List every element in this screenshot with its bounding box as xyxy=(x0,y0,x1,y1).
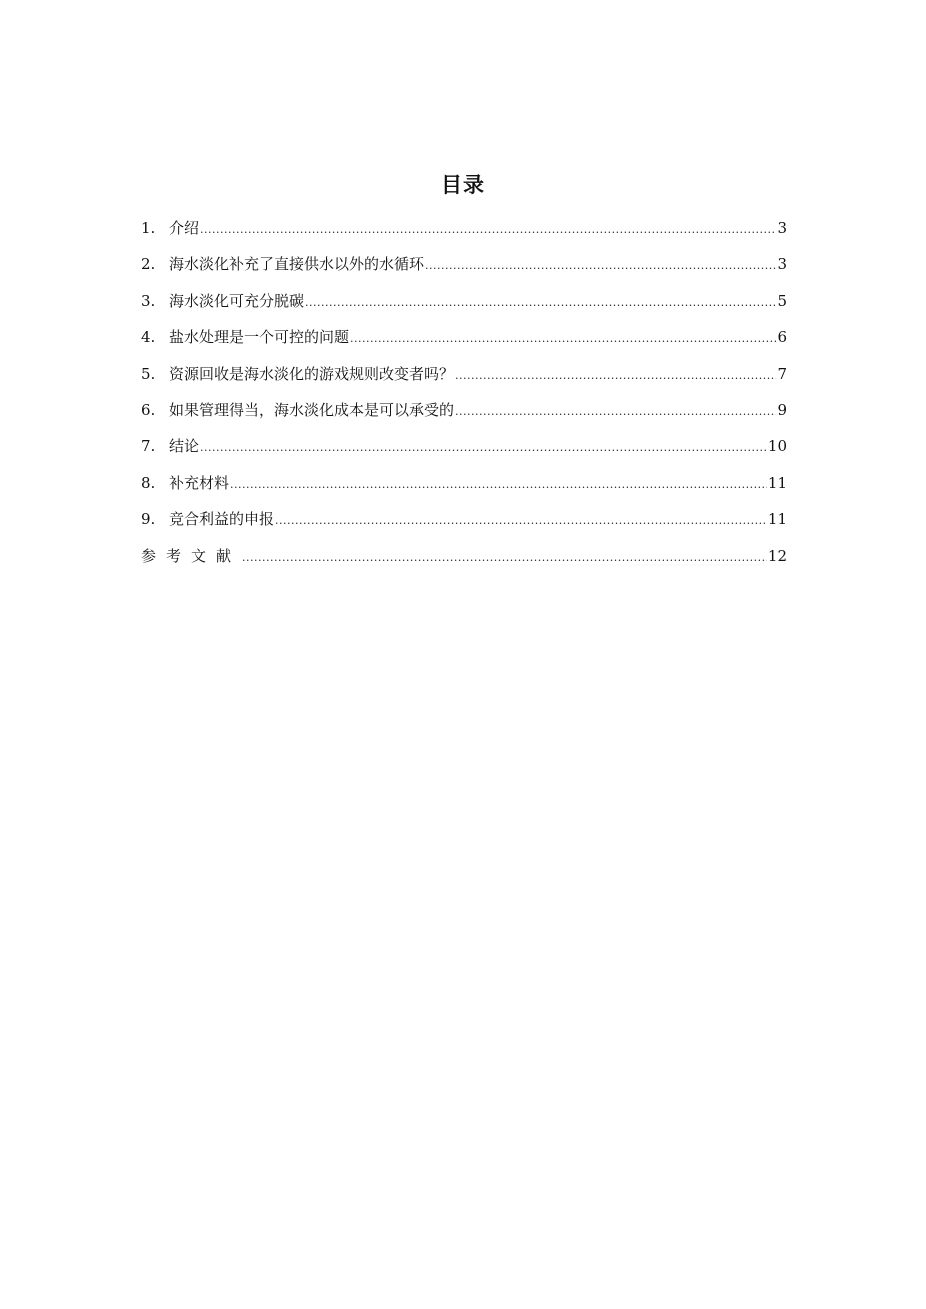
toc-entry-page: 7 xyxy=(777,364,787,383)
toc-dot-leader xyxy=(350,325,776,353)
toc-entry-title: 补充材料 xyxy=(169,473,230,492)
toc-entry[interactable] xyxy=(141,250,787,286)
toc-entry-title: 盐水处理是一个可控的问题 xyxy=(169,328,350,347)
toc-entry-title: 介绍 xyxy=(169,219,200,237)
toc-entry-number: 2. xyxy=(141,255,156,274)
toc-title: 目录 xyxy=(441,173,485,197)
toc-entry-number: 1. xyxy=(141,219,156,237)
toc-entry[interactable] xyxy=(141,360,787,396)
toc-entry-page: 11 xyxy=(767,473,787,492)
toc-entry-page: 3 xyxy=(777,219,787,237)
toc-entry[interactable] xyxy=(141,396,787,432)
toc-dot-leader xyxy=(455,398,776,426)
toc-dot-leader xyxy=(425,252,776,280)
toc-entry[interactable] xyxy=(141,287,787,323)
toc-entry-page: 9 xyxy=(777,400,787,419)
toc-entry-page: 11 xyxy=(767,510,787,529)
toc-entry-number: 4. xyxy=(141,328,156,347)
toc-entry-number: 5. xyxy=(141,364,156,383)
toc-entry-page: 12 xyxy=(767,546,787,565)
toc-entry-title: 如果管理得当，海水淡化成本是可以承受的 xyxy=(169,400,455,419)
toc-entry-title: 海水淡化可充分脱碳 xyxy=(169,291,305,310)
toc-entry-page: 5 xyxy=(777,291,787,310)
toc-dot-leader xyxy=(305,289,776,317)
toc-entry-title: 结论 xyxy=(169,437,200,456)
toc-entry-page: 3 xyxy=(777,255,787,274)
toc-dot-leader xyxy=(230,471,767,499)
toc-entry[interactable] xyxy=(141,432,787,468)
toc-entry-page: 6 xyxy=(777,328,787,347)
toc-entry-number: 6. xyxy=(141,400,156,419)
toc-dot-leader xyxy=(200,434,767,462)
toc-dot-leader xyxy=(455,362,776,390)
toc-entry[interactable] xyxy=(141,505,787,541)
toc-dot-leader xyxy=(242,544,767,572)
toc-entry-number: 9. xyxy=(141,510,156,529)
toc-entry-number: 7. xyxy=(141,437,156,456)
toc-entry-title: 竞合利益的申报 xyxy=(169,510,275,529)
toc-entry[interactable] xyxy=(141,323,787,359)
table-of-contents xyxy=(141,214,787,578)
toc-entry[interactable] xyxy=(141,542,787,578)
toc-entry-number: 3. xyxy=(141,291,156,310)
toc-dot-leader xyxy=(200,216,776,244)
toc-entry[interactable] xyxy=(141,214,787,250)
toc-entry-title: 参考文献 xyxy=(141,546,242,565)
toc-entry[interactable] xyxy=(141,469,787,505)
toc-entry-number: 8. xyxy=(141,473,156,492)
toc-entry-title: 海水淡化补充了直接供水以外的水循环 xyxy=(169,255,425,274)
toc-entry-page: 10 xyxy=(767,437,787,456)
toc-entry-title: 资源回收是海水淡化的游戏规则改变者吗？ xyxy=(169,364,455,383)
toc-dot-leader xyxy=(275,507,767,535)
